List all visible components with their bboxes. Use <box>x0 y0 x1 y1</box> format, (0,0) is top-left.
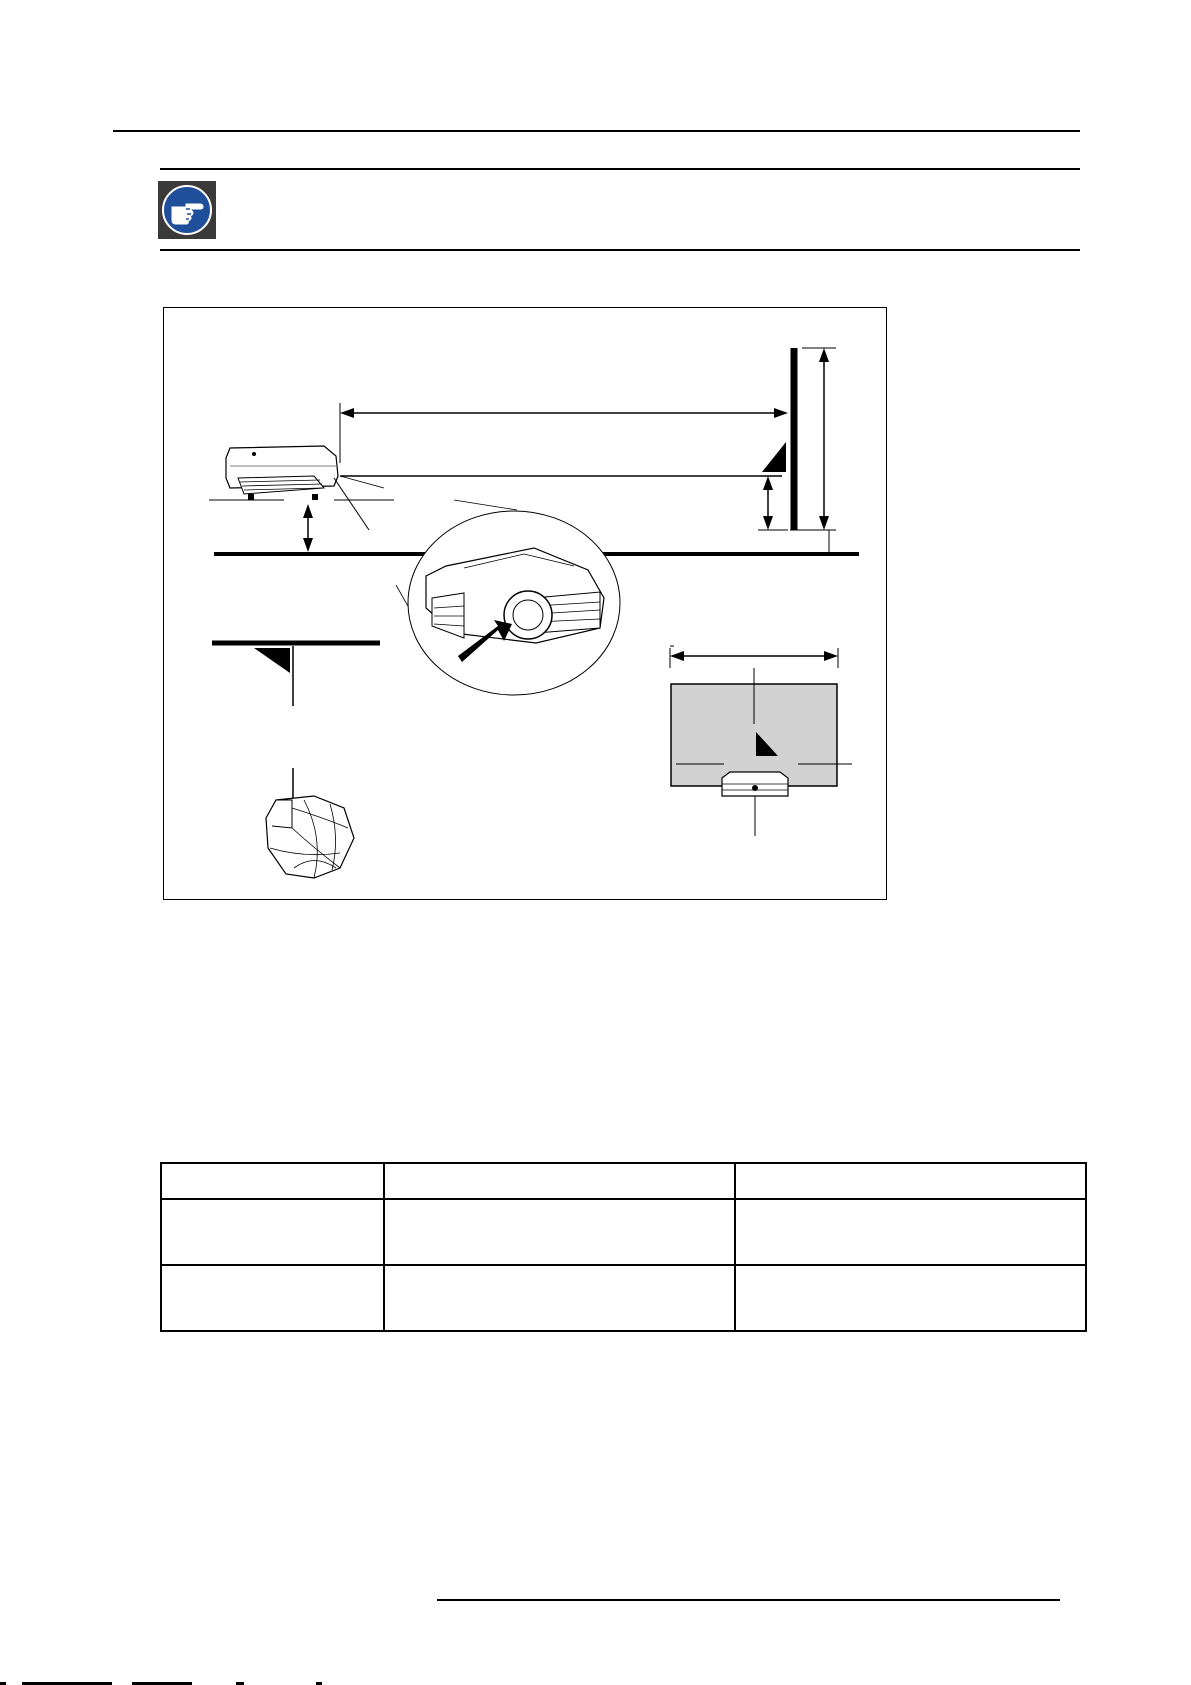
table-header-row <box>161 1163 1086 1199</box>
installation-figure <box>163 307 887 900</box>
screen-angle-marker <box>762 442 786 472</box>
table-row <box>161 1265 1086 1331</box>
note-rule-bottom <box>160 249 1080 251</box>
table-row <box>161 1199 1086 1265</box>
table-cell <box>161 1199 384 1265</box>
table-cell <box>161 1265 384 1331</box>
pointing-hand-icon <box>158 181 216 239</box>
table-cell <box>735 1265 1086 1331</box>
projector-side-view <box>226 446 338 500</box>
note-rule-top <box>160 168 1080 170</box>
data-table <box>160 1162 1087 1332</box>
table-header-cell <box>161 1163 384 1199</box>
projector-top-view <box>266 796 354 878</box>
projector-setup-diagram <box>164 308 888 901</box>
lens-closeup <box>408 511 620 695</box>
projector-front-view <box>722 772 788 796</box>
table-cell <box>735 1199 1086 1265</box>
table-header-cell <box>384 1163 735 1199</box>
footer-rule <box>437 1599 1060 1601</box>
table-cell <box>384 1265 735 1331</box>
table-header-cell <box>735 1163 1086 1199</box>
table-cell <box>384 1199 735 1265</box>
page-edge-marks <box>0 1678 330 1685</box>
header-rule <box>113 130 1080 132</box>
